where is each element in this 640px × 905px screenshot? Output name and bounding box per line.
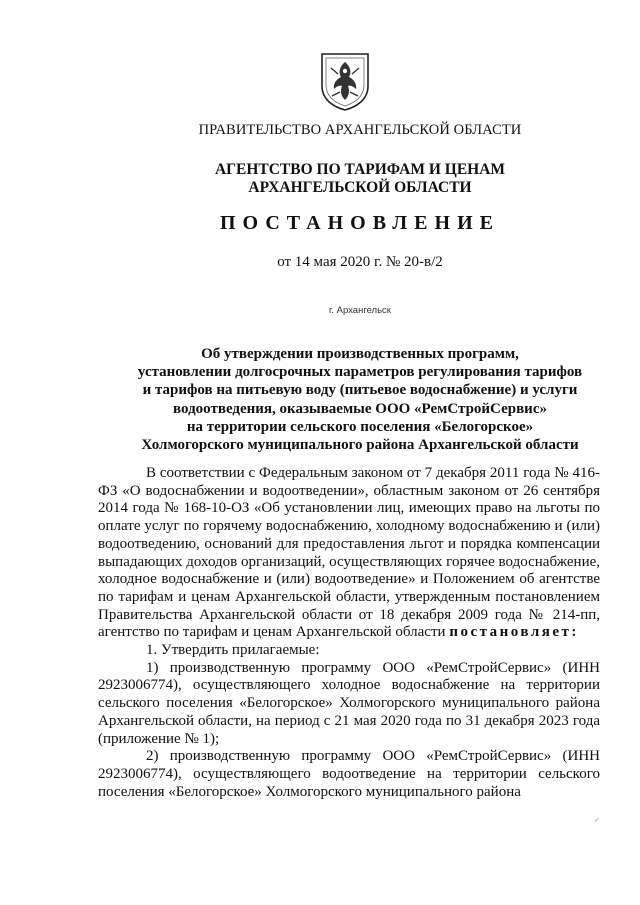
subject-line: Холмогорского муниципального района Архангельской области	[141, 437, 579, 454]
item-1: 1. Утвердить прилагаемые:	[146, 642, 320, 659]
subject-line: и тарифов на питьевую воду (питьевое водоснабжение) и услуги	[142, 382, 578, 399]
preamble-paragraph	[98, 465, 600, 642]
government-name: ПРАВИТЕЛЬСТВО АРХАНГЕЛЬСКОЙ ОБЛАСТИ	[198, 122, 522, 138]
document-type-title: ПОСТАНОВЛЕНИЕ	[220, 212, 500, 234]
scan-mark: ⸝	[594, 813, 599, 824]
item-1-2: 2) производственную программу ООО «РемСтройСервис» (ИНН 2923006774), осуществляющего водоотведение на территории сельского поселения «Белогорское» Холмогорского муниципального района	[98, 748, 600, 800]
agency-name-line-1: АГЕНТСТВО ПО ТАРИФАМ И ЦЕНАМ	[214, 161, 506, 178]
coat-of-arms-emblem	[318, 50, 372, 112]
document-date-number: от 14 мая 2020 г. № 20-в/2	[277, 254, 443, 270]
preamble-text: В соответствии с Федеральным законом от 7 декабря 2011 года № 416-ФЗ «О водоснабжении и водоотведении», областным законом от 26 сентября 2014 года № 168-10-ОЗ «Об установлении лиц, имеющих право на льготы по оплате услуг по горячему водоснабжению, холодному водоснабжению и (или) водоотведению, оснований для предоставления льгот и порядка компенсации выпадающих доходов организаций, осуществляющих горячее водоснабжение, холодное водоснабжение и (или) водоотведение» и Положением об агентстве по тарифам и ценам Архангельской области, утвержденным постановлением Правительства Архангельской области от 18 декабря 2009 года № 214-пп, агентство по тарифам и ценам Архангельской области	[98, 465, 600, 641]
document-body	[98, 465, 600, 801]
document-city: г. Архангельск	[329, 305, 391, 316]
agency-name-line-2: АРХАНГЕЛЬСКОЙ ОБЛАСТИ	[248, 179, 472, 196]
subject-line: водоотведения, оказываемые ООО «РемСтройСервис»	[173, 400, 547, 417]
decree-word: постановляет:	[449, 624, 579, 641]
subject-line: Об утверждении производственных программ,	[201, 346, 519, 362]
item-1-1: 1) производственную программу ООО «РемСтройСервис» (ИНН 2923006774), осуществляющего холодное водоснабжение на территории сельского поселения «Белогорское» Холмогорского муниципального района Архангельской области, на период с 21 мая 2020 года по 31 декабря 2023 года (приложение № 1);	[98, 659, 600, 747]
subject-line: на территории сельского поселения «Белогорское»	[186, 418, 534, 435]
subject-line: установлении долгосрочных параметров регулирования тарифов	[137, 364, 583, 381]
agency-name	[60, 161, 640, 197]
document-subject	[60, 345, 640, 454]
